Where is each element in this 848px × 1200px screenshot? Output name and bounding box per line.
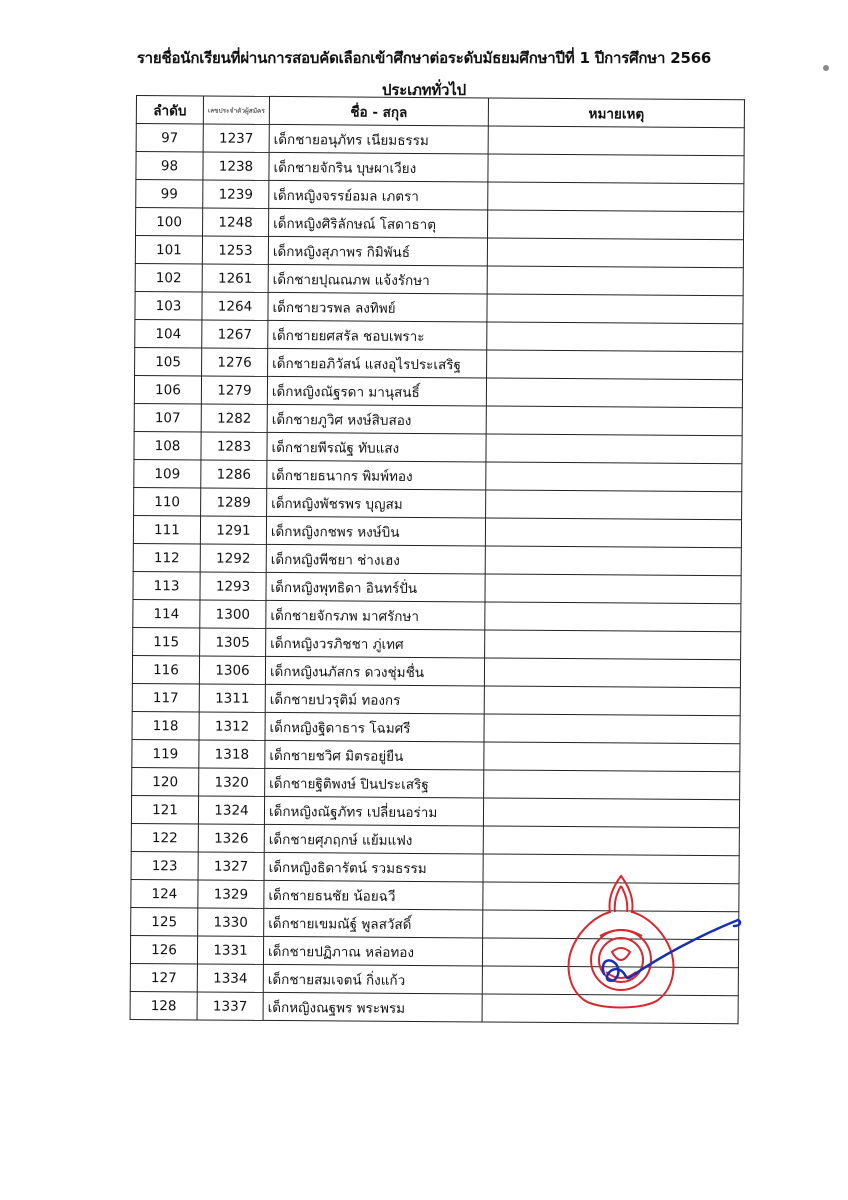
cell-applicant-id: 1291 <box>200 516 266 544</box>
cell-order: 116 <box>132 655 199 683</box>
cell-remark <box>486 462 742 492</box>
cell-order: 108 <box>134 431 201 459</box>
cell-order: 115 <box>133 627 200 655</box>
cell-remark <box>486 434 742 464</box>
cell-applicant-id: 1334 <box>197 964 263 992</box>
cell-order: 103 <box>135 291 202 319</box>
table-row <box>136 152 744 184</box>
cell-remark <box>485 630 741 660</box>
cell-name: เด็กหญิงฐิดาธาร โฉมศรี <box>265 712 484 742</box>
cell-applicant-id: 1264 <box>202 292 268 320</box>
table-row <box>131 823 739 855</box>
table-row <box>136 124 744 156</box>
cell-applicant-id: 1326 <box>198 824 264 852</box>
table-row <box>134 487 742 519</box>
cell-order: 101 <box>135 236 202 264</box>
cell-applicant-id: 1253 <box>202 236 268 264</box>
cell-name: เด็กชายปฏิภาณ หล่อทอง <box>263 936 482 966</box>
cell-name: เด็กหญิงณัฐรดา มานุสนธิ์ <box>267 376 486 406</box>
cell-order: 97 <box>136 124 203 152</box>
cell-name: เด็กชายพีรณัฐ ทับแสง <box>267 432 486 462</box>
cell-remark <box>484 658 740 688</box>
cell-order: 117 <box>132 683 199 711</box>
cell-applicant-id: 1337 <box>197 992 263 1020</box>
cell-name: เด็กชายอนุภัทร เนียมธรรม <box>269 124 488 154</box>
cell-order: 127 <box>130 963 197 991</box>
cell-remark <box>488 210 744 240</box>
cell-order: 113 <box>133 571 200 599</box>
cell-order: 124 <box>131 879 198 907</box>
table-row <box>131 795 739 827</box>
cell-order: 110 <box>134 487 201 515</box>
table-row <box>136 180 744 212</box>
cell-applicant-id: 1283 <box>201 432 267 460</box>
cell-applicant-id: 1300 <box>200 600 266 628</box>
cell-name: เด็กชายศุภฤกษ์ แย้มแฟง <box>264 824 483 854</box>
cell-applicant-id: 1237 <box>203 124 269 152</box>
cell-applicant-id: 1261 <box>202 264 268 292</box>
cell-order: 120 <box>132 767 199 795</box>
cell-order: 100 <box>136 208 203 236</box>
cell-remark <box>487 238 743 268</box>
cell-applicant-id: 1305 <box>200 628 266 656</box>
header-order: ลำดับ <box>136 96 203 124</box>
cell-order: 99 <box>136 180 203 208</box>
table-row <box>132 683 740 715</box>
cell-name: เด็กหญิงณัฐภัทร เปลี่ยนอร่าม <box>264 796 483 826</box>
cell-remark <box>485 546 741 576</box>
header-applicant-id: เลขประจำตัวผู้สมัคร <box>203 96 269 124</box>
cell-name: เด็กชายปุณณภพ แจ้งรักษา <box>268 264 487 294</box>
cell-remark <box>487 322 743 352</box>
cell-applicant-id: 1329 <box>198 880 264 908</box>
cell-name: เด็กหญิงธิดารัตน์ รวมธรรม <box>264 852 483 882</box>
table-row <box>135 263 743 295</box>
cell-remark <box>486 406 742 436</box>
cell-name: เด็กชายยศสรัล ชอบเพราะ <box>268 320 487 350</box>
cell-name: เด็กหญิงพีชยา ช่างเฮง <box>266 544 485 574</box>
table-row <box>133 515 741 547</box>
table-row <box>136 208 744 240</box>
cell-applicant-id: 1276 <box>202 348 268 376</box>
cell-name: เด็กชายเขมณัฐ์ พูลสวัสดิ์ <box>264 908 483 938</box>
header-remark: หมายเหตุ <box>488 98 744 128</box>
cell-order: 123 <box>131 851 198 879</box>
cell-order: 98 <box>136 152 203 180</box>
cell-remark <box>483 798 739 828</box>
table-row <box>132 767 740 799</box>
cell-order: 112 <box>133 543 200 571</box>
cell-applicant-id: 1330 <box>198 908 264 936</box>
table-row <box>135 319 743 351</box>
table-row <box>132 655 740 687</box>
table-row <box>135 347 743 379</box>
cell-remark <box>484 742 740 772</box>
cell-order: 119 <box>132 739 199 767</box>
table-row <box>132 711 740 743</box>
cell-remark <box>484 770 740 800</box>
cell-name: เด็กหญิงพุทธิดา อินทร์ปั่น <box>266 572 485 602</box>
cell-remark <box>487 294 743 324</box>
cell-order: 122 <box>131 823 198 851</box>
cell-order: 104 <box>135 319 202 347</box>
cell-remark <box>488 182 744 212</box>
cell-applicant-id: 1320 <box>199 768 265 796</box>
table-header-row <box>136 96 744 128</box>
cell-remark <box>488 154 744 184</box>
scan-speck <box>823 65 829 71</box>
cell-remark <box>485 518 741 548</box>
table-row <box>133 571 741 603</box>
cell-name: เด็กหญิงศิริลักษณ์ โสดาธาตุ <box>269 208 488 238</box>
cell-applicant-id: 1289 <box>201 488 267 516</box>
cell-order: 121 <box>131 795 198 823</box>
table-row <box>134 459 742 491</box>
table-row <box>133 599 741 631</box>
cell-name: เด็กชายอภิวัสน์ แสงอุไรประเสริฐ <box>268 348 487 378</box>
cell-name: เด็กชายฐิติพงษ์ ปินประเสริฐ <box>265 768 484 798</box>
cell-name: เด็กหญิงกชพร หงษ์บิน <box>266 516 485 546</box>
cell-order: 106 <box>134 375 201 403</box>
cell-applicant-id: 1293 <box>200 572 266 600</box>
table-row <box>134 431 742 463</box>
document-subtitle: ประเภททั่วไป <box>382 81 466 99</box>
cell-order: 126 <box>130 935 197 963</box>
table-row <box>135 236 743 268</box>
cell-order: 114 <box>133 599 200 627</box>
signature <box>598 912 748 992</box>
table-row <box>132 739 740 771</box>
table-row <box>133 627 741 659</box>
cell-remark <box>486 378 742 408</box>
cell-remark <box>484 686 740 716</box>
cell-order: 105 <box>135 347 202 375</box>
cell-name: เด็กหญิงณฐพร พระพรม <box>263 992 482 1022</box>
cell-remark <box>485 574 741 604</box>
cell-remark <box>487 350 743 380</box>
cell-name: เด็กหญิงจรรย์อมล เภตรา <box>269 180 488 210</box>
cell-order: 109 <box>134 459 201 487</box>
document-title: รายชื่อนักเรียนที่ผ่านการสอบคัดเลือกเข้าศึกษาต่อระดับมัธยมศึกษาปีที่ 1 ปีการศึกษา 2566 <box>136 49 712 67</box>
cell-name: เด็กชายธนากร พิมพ์ทอง <box>267 460 486 490</box>
cell-remark <box>484 714 740 744</box>
cell-name: เด็กชายชวิศ มิตรอยู่ยืน <box>265 740 484 770</box>
cell-applicant-id: 1318 <box>199 740 265 768</box>
cell-applicant-id: 1306 <box>199 656 265 684</box>
cell-order: 107 <box>134 403 201 431</box>
table-row <box>133 543 741 575</box>
cell-applicant-id: 1312 <box>199 712 265 740</box>
cell-name: เด็กชายธนชัย น้อยฉวี <box>264 880 483 910</box>
cell-name: เด็กชายสมเจตน์ กิ่งแก้ว <box>263 964 482 994</box>
cell-name: เด็กชายปวรุติม์ ทองกร <box>265 684 484 714</box>
header-name: ชื่อ - สกุล <box>269 96 488 126</box>
cell-applicant-id: 1239 <box>203 180 269 208</box>
cell-name: เด็กชายจักริน บุษผาเวียง <box>269 152 488 182</box>
cell-applicant-id: 1331 <box>197 936 263 964</box>
cell-name: เด็กหญิงสุภาพร กิมิพันธ์ <box>268 236 487 266</box>
cell-applicant-id: 1311 <box>199 684 265 712</box>
cell-applicant-id: 1267 <box>202 320 268 348</box>
cell-remark <box>488 126 744 156</box>
cell-applicant-id: 1327 <box>198 852 264 880</box>
cell-order: 111 <box>133 515 200 543</box>
cell-order: 128 <box>130 991 197 1019</box>
table-row <box>135 291 743 323</box>
cell-name: เด็กชายภูวิศ หงษ์สิบสอง <box>267 404 486 434</box>
cell-applicant-id: 1282 <box>201 404 267 432</box>
cell-remark <box>487 266 743 296</box>
cell-remark <box>483 826 739 856</box>
cell-order: 102 <box>135 263 202 291</box>
cell-name: เด็กชายวรพล ลงทิพย์ <box>268 292 487 322</box>
cell-applicant-id: 1279 <box>201 376 267 404</box>
cell-order: 125 <box>131 907 198 935</box>
cell-remark <box>486 490 742 520</box>
cell-order: 118 <box>132 711 199 739</box>
cell-applicant-id: 1286 <box>201 460 267 488</box>
cell-name: เด็กหญิงพัชรพร บุญสม <box>267 488 486 518</box>
cell-remark <box>485 602 741 632</box>
cell-applicant-id: 1248 <box>203 208 269 236</box>
cell-applicant-id: 1238 <box>203 152 269 180</box>
table-row <box>134 403 742 435</box>
cell-name: เด็กชายจักรภพ มาศรักษา <box>266 600 485 630</box>
cell-name: เด็กหญิงนภัสกร ดวงชุ่มชื่น <box>265 656 484 686</box>
cell-applicant-id: 1324 <box>198 796 264 824</box>
cell-name: เด็กหญิงวรภิชชา ภู่เทศ <box>266 628 485 658</box>
table-row <box>134 375 742 407</box>
cell-applicant-id: 1292 <box>200 544 266 572</box>
